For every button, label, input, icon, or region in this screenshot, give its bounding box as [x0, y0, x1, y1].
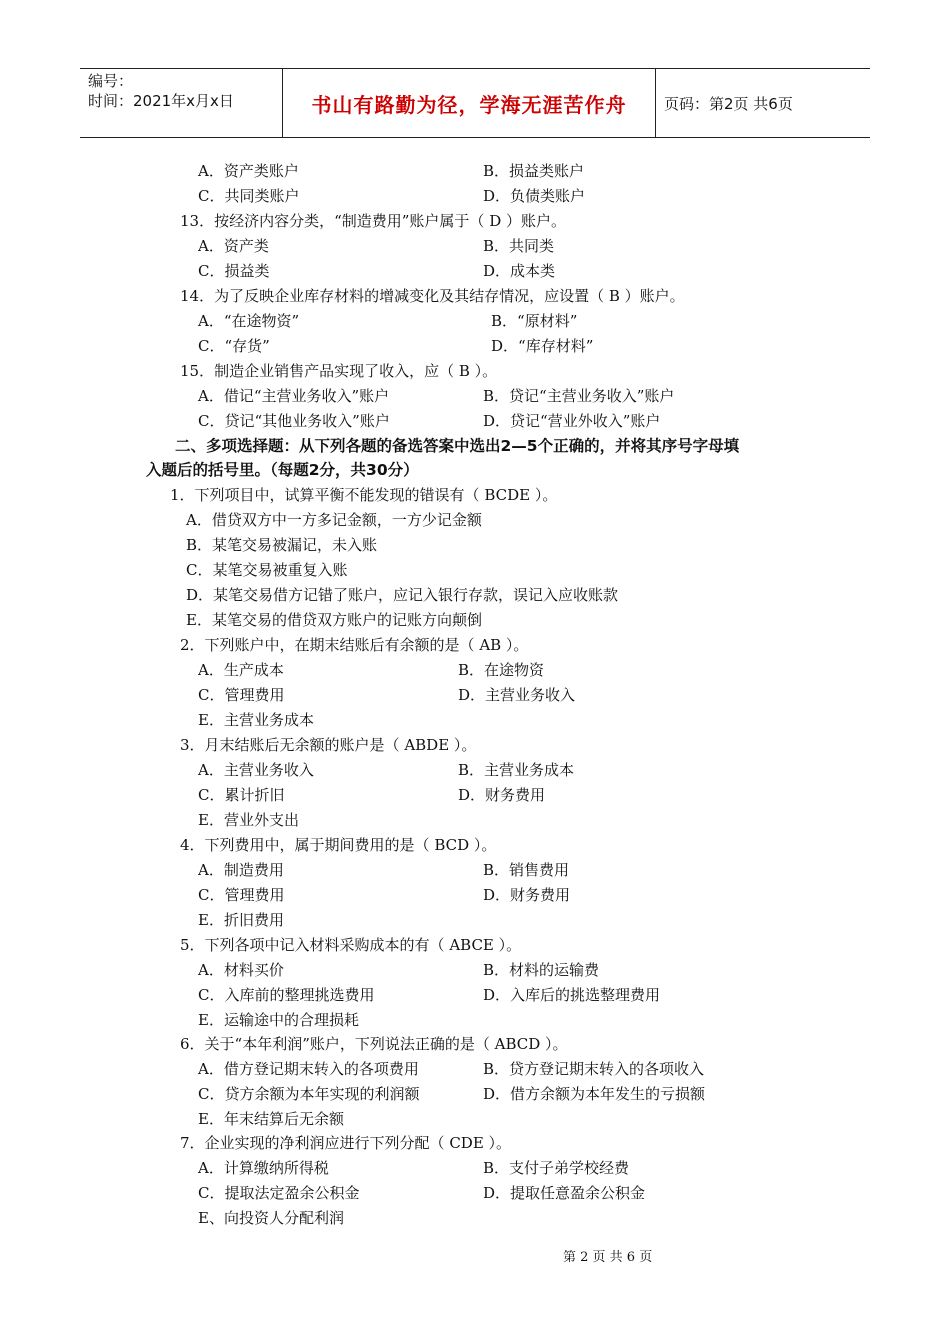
option-line: A．资产类账户	[198, 162, 299, 180]
option-line: B．材料的运输费	[483, 961, 600, 979]
question-line: 2．下列账户中，在期末结账后有余额的是（ AB ）。	[180, 636, 529, 654]
option-line: D．“库存材料”	[491, 337, 594, 355]
option-line: A．借记“主营业务收入”账户	[198, 387, 390, 405]
option-line: D．成本类	[483, 262, 556, 280]
option-line: C．共同类账户	[198, 187, 300, 205]
option-line: D．借方余额为本年发生的亏损额	[483, 1085, 706, 1103]
option-line: D．负债类账户	[483, 187, 586, 205]
question-line: 3．月末结账后无余额的账户是（ ABDE ）。	[180, 736, 477, 754]
doc-date-label: 时间：2021年x月x日	[88, 92, 234, 110]
option-line: E．折旧费用	[198, 911, 284, 929]
option-line: C．入库前的整理挑选费用	[198, 986, 375, 1004]
question-line: 14．为了反映企业库存材料的增减变化及其结存情况，应设置（ B ）账户。	[180, 287, 685, 305]
option-line: C．“存货”	[198, 337, 270, 355]
option-line: A．生产成本	[198, 661, 284, 679]
option-line: C．贷记“其他业务收入”账户	[198, 412, 390, 430]
option-line: B．贷方登记期末转入的各项收入	[483, 1060, 705, 1078]
option-line: C．某笔交易被重复入账	[186, 561, 348, 579]
footer-page-number: 第 2 页 共 6 页	[563, 1250, 653, 1265]
question-line: 5．下列各项中记入材料采购成本的有（ ABCE ）。	[180, 936, 522, 954]
section-heading: 二、多项选择题：从下列各题的备选答案中选出2—5个正确的，并将其序号字母填	[175, 437, 740, 455]
section-heading: 入题后的括号里。（每题2分，共30分）	[146, 461, 419, 479]
option-line: E．年末结算后无余额	[198, 1110, 344, 1128]
question-line: 4．下列费用中，属于期间费用的是（ BCD ）。	[180, 836, 497, 854]
option-line: A．借贷双方中一方多记金额，一方少记金额	[186, 511, 482, 529]
option-line: D．主营业务收入	[458, 686, 576, 704]
option-line: D．财务费用	[458, 786, 546, 804]
question-line: 13．按经济内容分类，“制造费用”账户属于（ D ）账户。	[180, 212, 566, 230]
doc-number-label: 编号：	[88, 72, 134, 90]
option-line: E．营业外支出	[198, 811, 299, 829]
page-header	[80, 68, 870, 138]
option-line: B．某笔交易被漏记，未入账	[186, 536, 378, 554]
question-line: 1．下列项目中，试算平衡不能发现的错误有（ BCDE ）。	[170, 486, 558, 504]
question-line: 7．企业实现的净利润应进行下列分配（ CDE ）。	[180, 1134, 512, 1152]
option-line: B．主营业务成本	[458, 761, 575, 779]
option-line: B．损益类账户	[483, 162, 585, 180]
option-line: A．材料买价	[198, 961, 284, 979]
option-line: E．主营业务成本	[198, 711, 314, 729]
option-line: C．累计折旧	[198, 786, 285, 804]
option-line: A．制造费用	[198, 861, 284, 879]
option-line: C．提取法定盈余公积金	[198, 1184, 360, 1202]
option-line: B．贷记“主营业务收入”账户	[483, 387, 675, 405]
option-line: C．管理费用	[198, 886, 285, 904]
option-line: D．提取任意盈余公积金	[483, 1184, 646, 1202]
option-line: C．贷方余额为本年实现的利润额	[198, 1085, 420, 1103]
option-line: B．共同类	[483, 237, 555, 255]
question-line: 15．制造企业销售产品实现了收入，应（ B ）。	[180, 362, 498, 380]
option-line: B．“原材料”	[491, 312, 578, 330]
option-line: D．某笔交易借方记错了账户，应记入银行存款，误记入应收账款	[186, 586, 619, 604]
option-line: E．运输途中的合理损耗	[198, 1011, 359, 1029]
option-line: B．支付子弟学校经费	[483, 1159, 630, 1177]
option-line: C．管理费用	[198, 686, 285, 704]
option-line: A．主营业务收入	[198, 761, 314, 779]
option-line: D．贷记“营业外收入”账户	[483, 412, 661, 430]
option-line: D．财务费用	[483, 886, 571, 904]
option-line: A．借方登记期末转入的各项费用	[198, 1060, 419, 1078]
option-line: D．入库后的挑选整理费用	[483, 986, 661, 1004]
option-line: B．在途物资	[458, 661, 545, 679]
header-motto: 书山有路勤为径，学海无涯苦作舟	[283, 69, 656, 137]
header-meta-cell	[80, 69, 283, 137]
option-line: E．某笔交易的借贷双方账户的记账方向颠倒	[186, 611, 482, 629]
option-line: E、向投资人分配利润	[198, 1209, 344, 1227]
option-line: A．“在途物资”	[198, 312, 300, 330]
option-line: A．资产类	[198, 237, 269, 255]
option-line: C．损益类	[198, 262, 270, 280]
option-line: B．销售费用	[483, 861, 570, 879]
header-page-number: 页码：第2页 共6页	[664, 94, 793, 113]
option-line: A．计算缴纳所得税	[198, 1159, 329, 1177]
question-line: 6．关于“本年利润”账户，下列说法正确的是（ ABCD ）。	[180, 1035, 568, 1053]
